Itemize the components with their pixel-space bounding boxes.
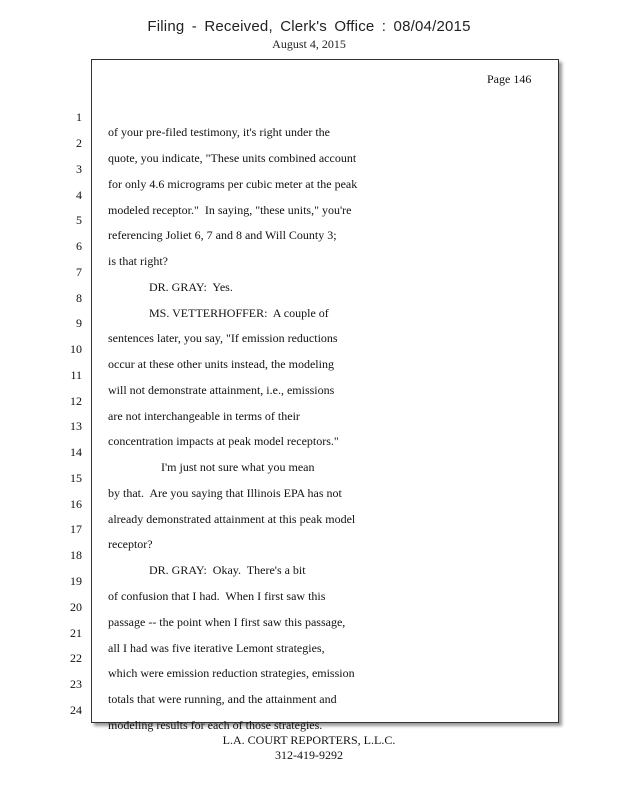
line-text: receptor? [108, 537, 153, 551]
line-text: already demonstrated attainment at this peak model [108, 512, 356, 526]
transcript-line [0, 430, 560, 474]
line-text: DR. GRAY: Okay. There's a bit [149, 563, 306, 577]
line-number: 10 [70, 342, 82, 356]
transcript-line [0, 301, 560, 345]
line-number: 20 [70, 600, 82, 614]
line-number: 19 [70, 574, 82, 588]
line-text: by that. Are you saying that Illinois EPA has not [108, 486, 342, 500]
transcript-line [0, 662, 560, 706]
line-number: 14 [70, 445, 82, 459]
line-number: 18 [70, 548, 82, 562]
line-number: 22 [70, 651, 82, 665]
filing-stamp: Filing - Received, Clerk's Office : 08/04/2015 [147, 18, 471, 35]
transcript-line [0, 95, 560, 139]
line-text: quote, you indicate, "These units combined account [108, 151, 357, 165]
line-text: is that right? [108, 254, 168, 268]
transcript-line [0, 173, 560, 217]
line-text: for only 4.6 micrograms per cubic meter at the peak [108, 177, 358, 191]
stamp-date: August 4, 2015 [272, 37, 346, 51]
transcript-line [0, 121, 560, 165]
transcript-line [0, 198, 560, 242]
transcript-line [0, 327, 560, 371]
line-number: 4 [76, 188, 82, 202]
line-number: 2 [76, 136, 82, 150]
line-text: modeled receptor." In saying, "these units," you're [108, 203, 352, 217]
transcript-line [0, 533, 560, 577]
line-text: of your pre-filed testimony, it's right under the [108, 125, 330, 139]
line-text: DR. GRAY: Yes. [149, 280, 233, 294]
line-number: 12 [70, 394, 82, 408]
reporter-company: L.A. COURT REPORTERS, L.L.C. [222, 733, 396, 747]
line-text: I'm just not sure what you mean [161, 460, 315, 474]
line-text: all I had was five iterative Lemont strategies, [108, 641, 325, 655]
transcript-line [0, 404, 560, 448]
line-number: 21 [70, 626, 82, 640]
line-text: passage -- the point when I first saw this passage, [108, 615, 346, 629]
line-number: 17 [70, 522, 82, 536]
line-number: 24 [70, 703, 82, 717]
line-text: which were emission reduction strategies, emission [108, 666, 355, 680]
line-text: totals that were running, and the attainment and [108, 692, 337, 706]
reporter-phone: 312-419-9292 [275, 748, 343, 762]
line-text: occur at these other units instead, the modeling [108, 357, 334, 371]
line-number: 1 [76, 110, 82, 124]
line-text: concentration impacts at peak model receptors." [108, 434, 339, 448]
transcript-line [0, 147, 560, 191]
line-text: are not interchangeable in terms of their [108, 409, 300, 423]
line-number: 15 [70, 471, 82, 485]
transcript-line [0, 224, 560, 268]
transcript-line [0, 585, 560, 629]
page-number: Page 146 [487, 72, 532, 86]
line-text: referencing Joliet 6, 7 and 8 and Will County 3; [108, 228, 337, 242]
line-text: MS. VETTERHOFFER: A couple of [149, 306, 329, 320]
line-number: 23 [70, 677, 82, 691]
line-number: 16 [70, 497, 82, 511]
transcript-line [0, 379, 560, 423]
line-number: 6 [76, 239, 82, 253]
line-number: 13 [70, 419, 82, 433]
transcript-line [0, 688, 560, 732]
transcript-line [0, 559, 560, 603]
line-text: will not demonstrate attainment, i.e., emissions [108, 383, 335, 397]
transcript-line [0, 353, 560, 397]
line-number: 9 [76, 316, 82, 330]
transcript-line [0, 482, 560, 526]
transcript-line [0, 507, 560, 551]
line-number: 3 [76, 162, 82, 176]
line-number: 8 [76, 291, 82, 305]
line-number: 7 [76, 265, 82, 279]
transcript-line [0, 250, 560, 294]
transcript-line [0, 276, 560, 320]
line-number: 11 [70, 368, 82, 382]
line-text: modeling results for each of those strategies. [108, 718, 323, 732]
line-number: 5 [76, 213, 82, 227]
transcript-line [0, 611, 560, 655]
line-text: sentences later, you say, "If emission reductions [108, 331, 338, 345]
line-text: of confusion that I had. When I first saw this [108, 589, 326, 603]
transcript-line [0, 636, 560, 680]
transcript-line [0, 456, 560, 500]
